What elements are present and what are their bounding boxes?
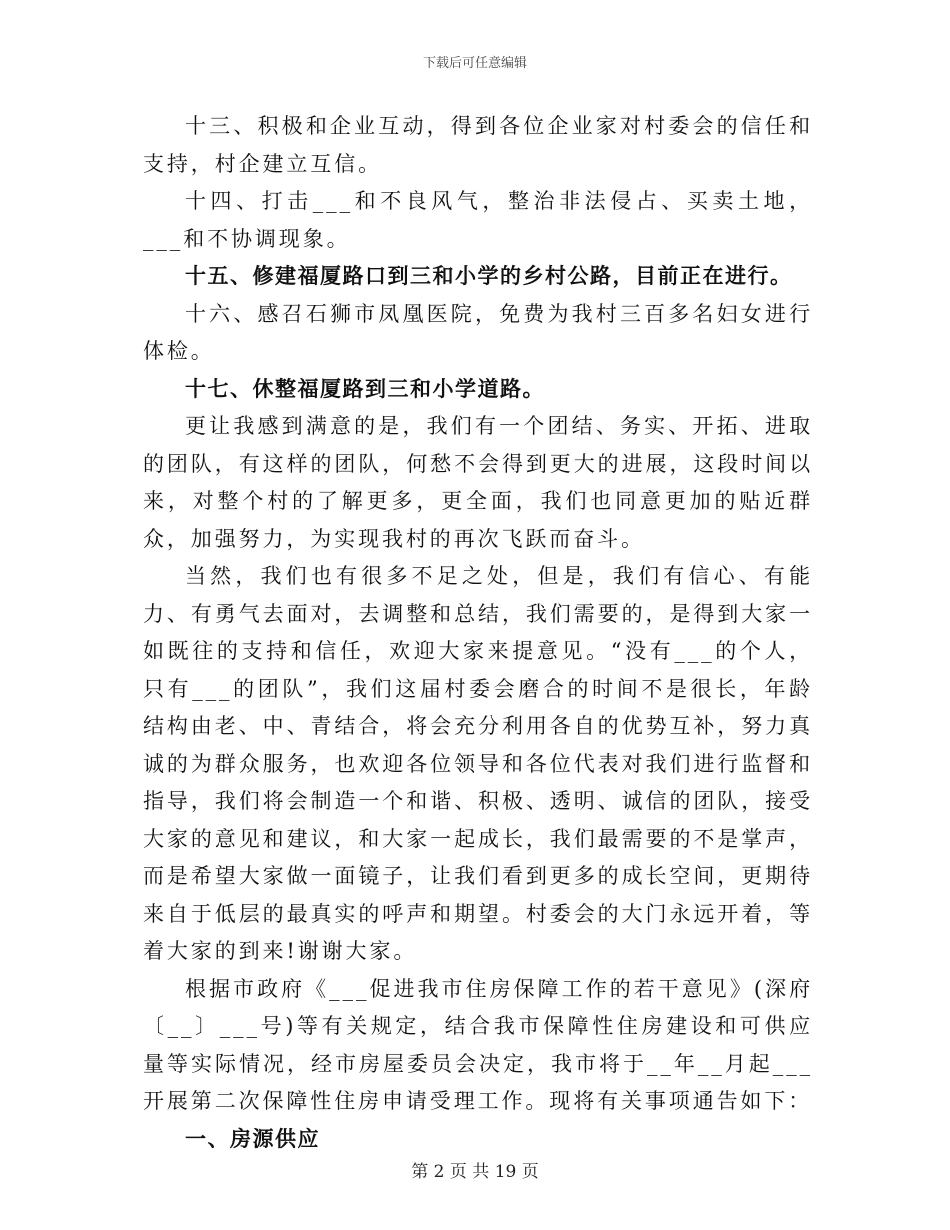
paragraph-item-13: 十三、积极和企业互动，得到各位企业家对村委会的信任和支持，村企建立互信。 xyxy=(143,114,813,176)
page-number-footer: 第 2 页 共 19 页 xyxy=(411,1162,539,1182)
paragraph-item-15: 十五、修建福厦路口到三和小学的乡村公路，目前正在进行。 xyxy=(185,264,793,288)
paragraph-shortcomings: 当然，我们也有很多不足之处，但是，我们有信心、有能力、有勇气去面对，去调整和总结，我们需要的，是得到大家一如既往的支持和信任，欢迎大家来提意见。“没有___的个人，只有___的团队”，我们这届村委会磨合的时间不是很长，年龄结构由老、中、青结合，将会充分利用各自的优势互补，努力真诚的为群众服务，也欢迎各位领导和各位代表对我们进行监督和指导，我们将会制造一个和谐、积极、透明、诚信的团队，接受大家的意见和建议，和大家一起成长，我们最需要的不是掌声，而是希望大家做一面镜子，让我们看到更多的成长空间，更期待来自于低层的最真实的呼声和期望。村委会的大门永远开着，等着大家的到来!谢谢大家。 xyxy=(143,564,813,963)
paragraph-housing-notice: 根据市政府《___促进我市住房保障工作的若干意见》(深府〔__〕___号)等有关规定，结合我市保障性住房建设和可供应量等实际情况，经市房屋委员会决定，我市将于__年__月起___开展第二次保障性住房申请受理工作。现将有关事项通告如下： xyxy=(143,976,813,1113)
section-heading-housing-supply: 一、房源供应 xyxy=(185,1126,320,1151)
paragraph-item-17: 十七、休整福厦路到三和小学道路。 xyxy=(185,376,545,401)
document-body xyxy=(143,108,813,1158)
page-header-note: 下载后可任意编辑 xyxy=(422,56,527,71)
paragraph-item-14: 十四、打击___和不良风气，整治非法侵占、买卖土地，___和不协调现象。 xyxy=(143,189,813,251)
paragraph-item-16: 十六、感召石狮市凤凰医院，免费为我村三百多名妇女进行体检。 xyxy=(143,301,813,363)
paragraph-team: 更让我感到满意的是，我们有一个团结、务实、开拓、进取的团队，有这样的团队，何愁不会得到更大的进展，这段时间以来，对整个村的了解更多，更全面，我们也同意更加的贴近群众，加强努力，为实现我村的再次飞跃而奋斗。 xyxy=(143,414,813,551)
